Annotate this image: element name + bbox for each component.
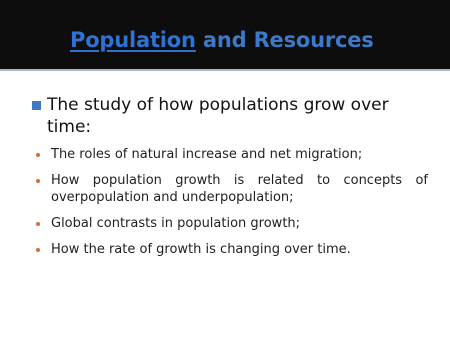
sub-bullet-text: How population growth is related to concepts of overpopulation and underpopulation; xyxy=(51,173,428,205)
dot-bullet-icon xyxy=(36,153,40,157)
slide-title xyxy=(70,25,374,55)
sub-bullet-text: Global contrasts in population growth; xyxy=(51,216,301,231)
sub-bullet-item xyxy=(32,172,428,206)
sub-bullet-list xyxy=(32,146,428,258)
dot-bullet-icon xyxy=(36,222,40,226)
square-bullet-icon xyxy=(32,101,41,110)
sub-bullet-item xyxy=(32,215,428,232)
population-link[interactable]: Population xyxy=(70,28,196,52)
sub-bullet-text: The roles of natural increase and net migration; xyxy=(51,147,363,162)
sub-bullet-item xyxy=(32,146,428,163)
slide-content xyxy=(32,94,428,267)
sub-bullet-item xyxy=(32,241,428,258)
main-bullet-text: The study of how populations grow over time: xyxy=(47,95,389,137)
dot-bullet-icon xyxy=(36,179,40,183)
title-band xyxy=(0,0,450,71)
main-bullet xyxy=(32,94,428,138)
dot-bullet-icon xyxy=(36,248,40,252)
sub-bullet-text: How the rate of growth is changing over time. xyxy=(51,242,351,257)
title-rest: and Resources xyxy=(195,28,374,52)
